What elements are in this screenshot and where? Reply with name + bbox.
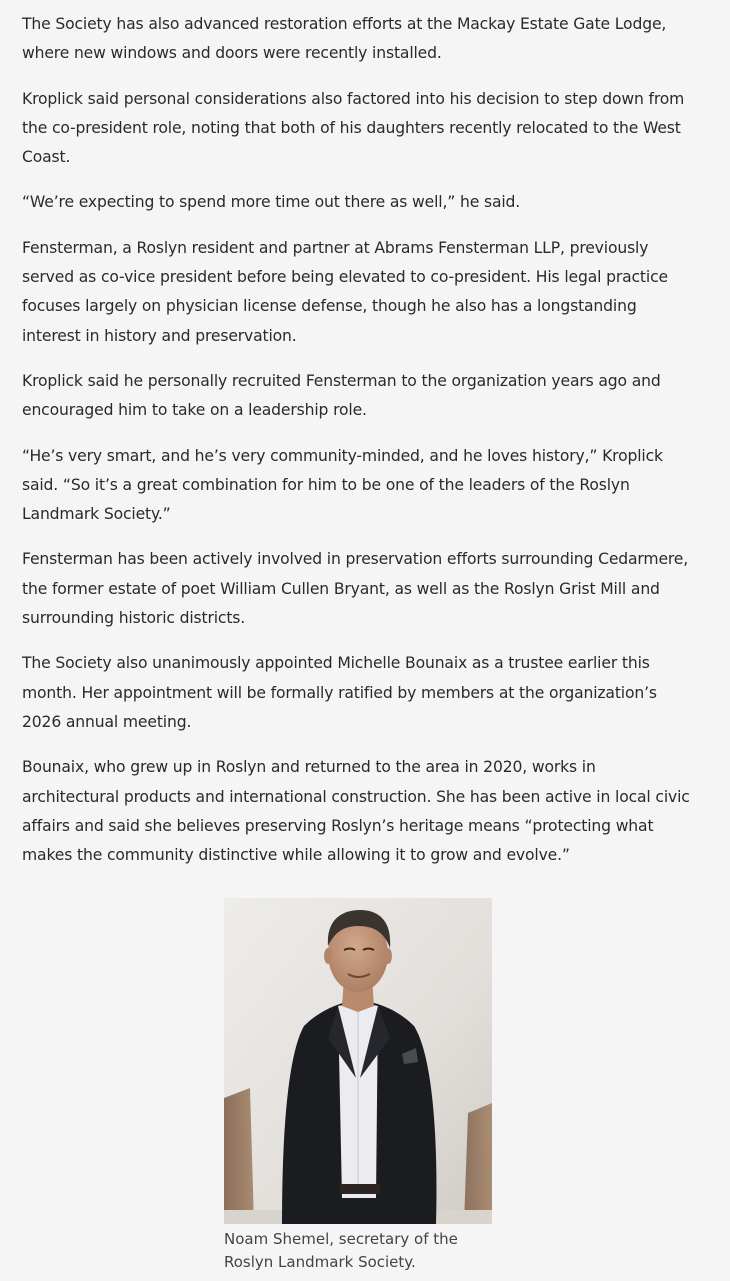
photo-caption: Noam Shemel, secretary of the Roslyn Landmark Society. <box>224 1230 458 1271</box>
portrait-photo[interactable] <box>224 898 492 1224</box>
article-paragraph: The Society has also advanced restoration efforts at the Mackay Estate Gate Lodge, where new windows and doors were recently installed. <box>22 15 667 63</box>
article-paragraph: Fensterman, a Roslyn resident and partner at Abrams Fensterman LLP, previously served as co-vice president before being elevated to co-president. His legal practice focuses largely on physician license defense, though he also has a longstanding interest in history and preservation. <box>22 238 668 345</box>
article-paragraph: “He’s very smart, and he’s very community-minded, and he loves history,” Kroplick said. “So it’s a great combination for him to be one of the leaders of the Roslyn Landmark Society.” <box>22 446 663 524</box>
article-body <box>22 10 690 886</box>
article-paragraph: Kroplick said he personally recruited Fensterman to the organization years ago and encouraged him to take on a leadership role. <box>22 371 661 420</box>
article-figure <box>224 898 492 1274</box>
article-paragraph: Kroplick said personal considerations also factored into his decision to step down from the co-president role, noting that both of his daughters recently relocated to the West Coast. <box>22 89 685 167</box>
article-paragraph: “We’re expecting to spend more time out there as well,” he said. <box>22 193 521 212</box>
article-paragraph: Fensterman has been actively involved in preservation efforts surrounding Cedarmere, the former estate of poet William Cullen Bryant, as well as the Roslyn Grist Mill and surrounding historic districts. <box>22 550 689 628</box>
article-paragraph: Bounaix, who grew up in Roslyn and returned to the area in 2020, works in architectural products and international construction. She has been active in local civic affairs and said she believes preserving Roslyn’s heritage means “protecting what makes the community distinctive while allowing it to grow and evolve.” <box>22 758 690 865</box>
article-paragraph: The Society also unanimously appointed Michelle Bounaix as a trustee earlier this month. Her appointment will be formally ratified by members at the organization’s 2026 annual meeting. <box>22 654 657 731</box>
